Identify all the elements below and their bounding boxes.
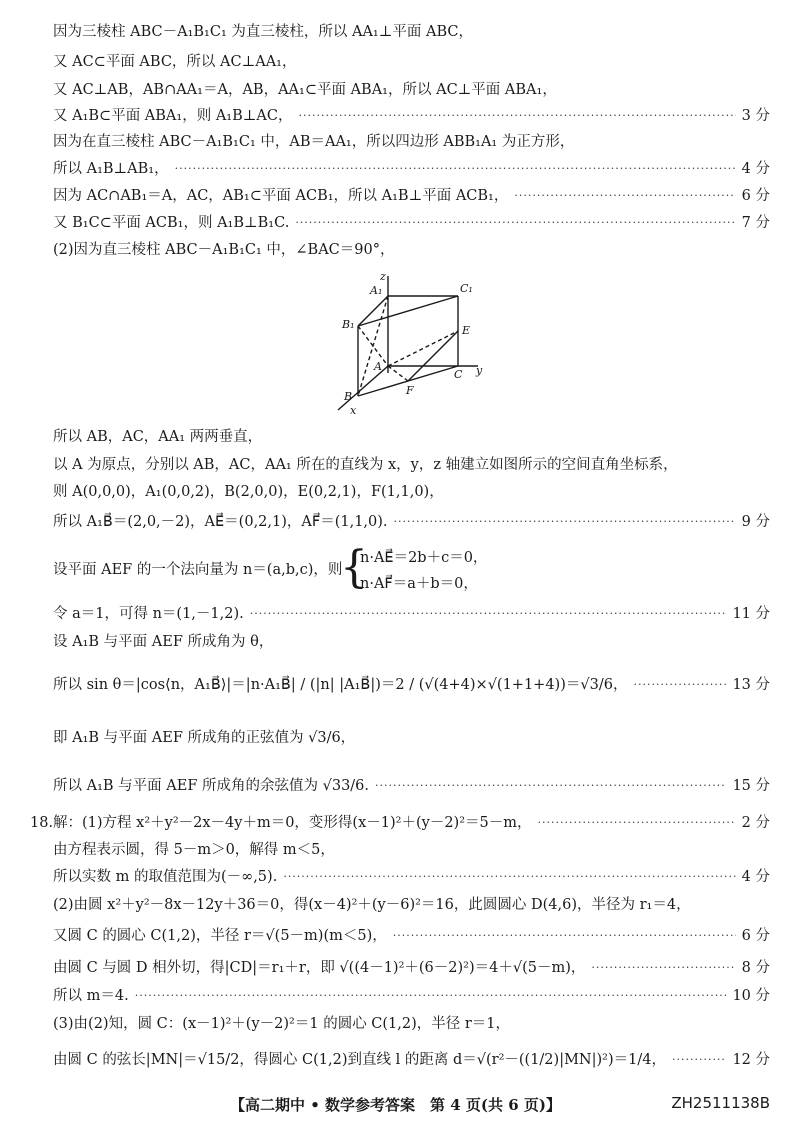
line-text: 由圆 C 与圆 D 相外切，得|CD|＝r₁＋r，即 √((4－1)²＋(6－2)²)＝4＋√(5－m)， — [53, 960, 586, 976]
line-text: 设平面 AEF 的一个法向量为 n＝(a,b,c)，则 — [53, 562, 343, 578]
line-9 — [53, 240, 770, 260]
line-22 — [53, 867, 770, 887]
leader-dots — [298, 106, 735, 126]
line-text: 因为在直三棱柱 ABC－A₁B₁C₁ 中，AB＝AA₁，所以四边形 ABB₁A₁ 为正方形， — [53, 134, 575, 150]
line-text: 又 B₁C⊂平面 ACB₁，则 A₁B⊥B₁C. — [53, 215, 290, 231]
line-text: 又 AC⊂平面 ABC，所以 AC⊥AA₁， — [53, 54, 297, 70]
line-text: 则 A(0,0,0)，A₁(0,0,2)，B(2,0,0)，E(0,2,1)，F(1,1,0)， — [53, 484, 444, 500]
line-text: 所以 AB，AC，AA₁ 两两垂直， — [53, 429, 263, 445]
score-label: 8 分 — [741, 960, 770, 976]
line-26 — [53, 986, 770, 1006]
line-text: (2)由圆 x²＋y²－8x－12y＋36＝0，得(x－4)²＋(y－6)²＝16，此圆圆心 D(4,6)，半径为 r₁＝4， — [53, 897, 691, 913]
line-10 — [53, 427, 770, 447]
page-footer: 【高二期中 • 数学参考答案 第 4 页(共 6 页)】 — [230, 1096, 561, 1114]
leader-dots — [135, 986, 727, 1006]
line-27 — [53, 1014, 770, 1034]
line-text: 又 A₁B⊂平面 ABA₁，则 A₁B⊥AC， — [53, 108, 293, 124]
leader-dots — [514, 186, 735, 206]
label-x: x — [350, 404, 357, 417]
system-eq2: n·AF⃗＝a＋b＝0， — [360, 576, 478, 592]
line-11 — [53, 455, 770, 475]
score-label: 4 分 — [741, 161, 770, 177]
line-text: 由方程表示圆，得 5－m＞0，解得 m＜5， — [53, 842, 335, 858]
system-eq1: n·AE⃗＝2b＋c＝0， — [360, 550, 488, 566]
label-c: C — [454, 368, 463, 381]
score-label: 4 分 — [741, 869, 770, 885]
leader-dots — [672, 1050, 726, 1070]
score-label: 6 分 — [741, 188, 770, 204]
line-4 — [53, 106, 770, 126]
line-17 — [53, 675, 770, 695]
line-text: 所以 sin θ＝|cos⟨n，A₁B⃗⟩|＝|n·A₁B⃗| / (|n| |A₁B⃗|)＝2 / (√(4+4)×√(1+1+4))＝√3/6， — [53, 677, 628, 693]
leader-dots — [394, 512, 736, 532]
score-label: 7 分 — [741, 215, 770, 231]
leader-dots — [295, 213, 735, 233]
line-25 — [53, 958, 770, 978]
score-label: 3 分 — [741, 108, 770, 124]
line-1 — [53, 22, 770, 42]
line-text: 又 AC⊥AB，AB∩AA₁＝A，AB，AA₁⊂平面 ABA₁，所以 AC⊥平面 ABA₁， — [53, 82, 557, 98]
line-18 — [53, 728, 770, 748]
line-text: (2)因为直三棱柱 ABC－A₁B₁C₁ 中，∠BAC＝90°， — [53, 242, 395, 258]
line-text: 所以 m＝4. — [53, 988, 129, 1004]
line-text: (3)由(2)知，圆 C：(x－1)²＋(y－2)²＝1 的圆心 C(1,2)，半径 r＝1， — [53, 1016, 511, 1032]
label-a1: A₁ — [370, 284, 383, 297]
score-label: 10 分 — [732, 988, 770, 1004]
line-7 — [53, 186, 770, 206]
score-label: 9 分 — [741, 514, 770, 530]
line-text: 以 A 为原点，分别以 AB，AC，AA₁ 所在的直线为 x，y，z 轴建立如图所示的空间直角坐标系， — [53, 457, 678, 473]
score-label: 2 分 — [741, 815, 770, 831]
line-16 — [53, 632, 770, 652]
line-28 — [53, 1050, 770, 1070]
label-e: E — [462, 324, 471, 337]
prism-diagram — [330, 268, 490, 418]
label-c1: C₁ — [460, 282, 473, 295]
leader-dots — [375, 776, 726, 796]
line-text: 所以 A₁B⊥AB₁， — [53, 161, 169, 177]
line-13 — [53, 512, 770, 532]
score-label: 11 分 — [732, 606, 770, 622]
line-text: 所以 A₁B 与平面 AEF 所成角的余弦值为 √33/6. — [53, 778, 370, 794]
line-2 — [53, 52, 770, 72]
label-y: y — [476, 364, 483, 377]
line-text: 由圆 C 的弦长|MN|＝√15/2，得圆心 C(1,2)到直线 l 的距离 d＝√(r²－((1/2)|MN|)²)＝1/4， — [53, 1052, 666, 1068]
line-23 — [53, 895, 770, 915]
document-code: ZH2511138B — [671, 1094, 770, 1112]
leader-dots — [633, 675, 726, 695]
line-text: 所以实数 m 的取值范围为(－∞,5). — [53, 869, 278, 885]
leader-dots — [283, 867, 735, 887]
line-12 — [53, 482, 770, 502]
line-24 — [53, 926, 770, 946]
line-6 — [53, 159, 770, 179]
leader-dots — [393, 926, 736, 946]
leader-dots — [591, 958, 735, 978]
line-5 — [53, 132, 770, 152]
line-text: 即 A₁B 与平面 AEF 所成角的正弦值为 √3/6， — [53, 730, 356, 746]
label-z: z — [380, 270, 386, 283]
label-a: A — [374, 360, 382, 373]
line-text: 因为 AC∩AB₁＝A，AC，AB₁⊂平面 ACB₁，所以 A₁B⊥平面 ACB₁， — [53, 188, 509, 204]
label-b1: B₁ — [342, 318, 355, 331]
line-text: 设 A₁B 与平面 AEF 所成角为 θ， — [53, 634, 274, 650]
system-brace: { — [340, 542, 368, 593]
leader-dots — [537, 813, 735, 833]
label-f: F — [406, 384, 414, 397]
leader-dots — [250, 604, 727, 624]
score-label: 6 分 — [741, 928, 770, 944]
question-number: 18. — [30, 815, 54, 831]
line-text: 因为三棱柱 ABC－A₁B₁C₁ 为直三棱柱，所以 AA₁⊥平面 ABC， — [53, 24, 473, 40]
line-text: 令 a＝1，可得 n＝(1,－1,2). — [53, 606, 244, 622]
line-3 — [53, 80, 770, 100]
line-15 — [53, 604, 770, 624]
leader-dots — [175, 159, 736, 179]
score-label: 15 分 — [732, 778, 770, 794]
line-19 — [53, 776, 770, 796]
line-20 — [53, 813, 770, 833]
line-8 — [53, 213, 770, 233]
score-label: 12 分 — [732, 1052, 770, 1068]
label-b: B — [344, 390, 353, 403]
line-21 — [53, 840, 770, 860]
score-label: 13 分 — [732, 677, 770, 693]
line-text: 解：(1)方程 x²＋y²－2x－4y＋m＝0，变形得(x－1)²＋(y－2)²＝5－m， — [53, 815, 532, 831]
line-text: 又圆 C 的圆心 C(1,2)，半径 r＝√(5－m)(m＜5)， — [53, 928, 387, 944]
line-text: 所以 A₁B⃗＝(2,0,－2)，AE⃗＝(0,2,1)，AF⃗＝(1,1,0). — [53, 514, 388, 530]
